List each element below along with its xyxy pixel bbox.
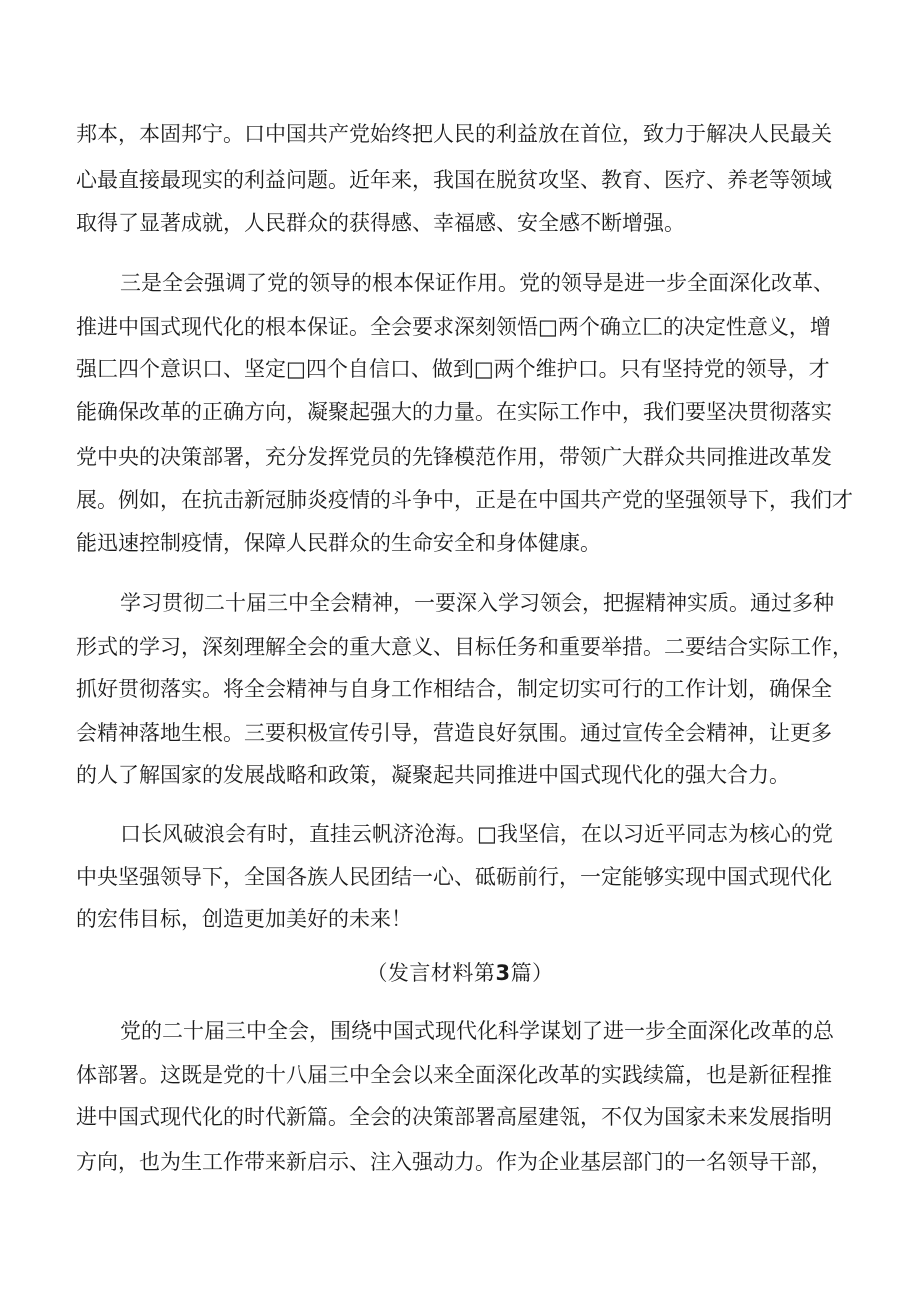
text-line: 口长风破浪会有时，直挂云帆济沧海。□我坚信，在以习近平同志为核心的党 xyxy=(120,822,833,846)
text-line: 抓好贯彻落实。将全会精神与自身工作相结合，制定切实可行的工作计划，确保全 xyxy=(76,677,832,701)
text-line: 推进中国式现代化的根本保证。全会要求深刻领悟□两个确立匚的决定性意义，增 xyxy=(76,315,831,339)
section-heading xyxy=(0,956,920,990)
text-line: 心最直接最现实的利益问题。近年来，我国在脱贫攻坚、教育、医疗、养老等领域 xyxy=(76,168,832,192)
text-line: 体部署。这既是党的十八届三中全会以来全面深化改革的实践续篇，也是新征程推 xyxy=(76,1063,832,1087)
text-line: 取得了显著成就，人民群众的获得感、幸福感、安全感不断增强。 xyxy=(76,211,685,235)
text-line: 形式的学习，深刻理解全会的重大意义、目标任务和重要举措。二要结合实际工作， xyxy=(76,635,853,659)
text-line: 能迅速控制疫情，保障人民群众的生命安全和身体健康。 xyxy=(76,531,601,555)
text-line: 能确保改革的正确方向，凝聚起强大的力量。在实际工作中，我们要坚决贯彻落实 xyxy=(76,400,832,424)
text-line: 学习贯彻二十届三中全会精神，一要深入学习领会，把握精神实质。通过多种 xyxy=(120,591,834,615)
text-line: 党中央的决策部署，充分发挥党员的先锋模范作用，带领广大群众共同推进改革发 xyxy=(76,445,832,469)
text-line: 方向，也为生工作带来新启示、注入强动力。作为企业基层部门的一名领导干部， xyxy=(76,1150,832,1174)
text-line: 邦本，本固邦宁。口中国共产党始终把人民的利益放在首位，致力于解决人民最关 xyxy=(76,122,832,146)
text-line: 的人了解国家的发展战略和政策，凝聚起共同推进中国式现代化的强大合力。 xyxy=(76,763,790,787)
text-line: 会精神落地生根。三要积极宣传引导，营造良好氛围。通过宣传全会精神，让更多 xyxy=(76,721,832,745)
heading-suffix: 篇） xyxy=(510,961,554,985)
text-line: 中央坚强领导下，全国各族人民团结一心、砥砺前行，一定能够实现中国式现代化 xyxy=(76,865,832,889)
text-line: 展。例如，在抗击新冠肺炎疫情的斗争中，正是在中国共产党的坚强领导下，我们才 xyxy=(76,488,853,512)
text-line: 进中国式现代化的时代新篇。全会的决策部署高屋建瓴，不仅为国家未来发展指明 xyxy=(76,1105,832,1129)
heading-number: 3 xyxy=(495,961,511,985)
heading-prefix: （发言材料第 xyxy=(366,961,496,985)
text-line: 强匚四个意识口、坚定□四个自信口、做到□两个维护口。只有坚持党的领导，才 xyxy=(76,357,830,381)
text-line: 的宏伟目标，创造更加美好的未来！ xyxy=(76,907,412,931)
text-line: 党的二十届三中全会，围绕中国式现代化科学谋划了进一步全面深化改革的总 xyxy=(120,1019,834,1043)
text-line: 三是全会强调了党的领导的根本保证作用。党的领导是进一步全面深化改革、 xyxy=(120,271,834,295)
